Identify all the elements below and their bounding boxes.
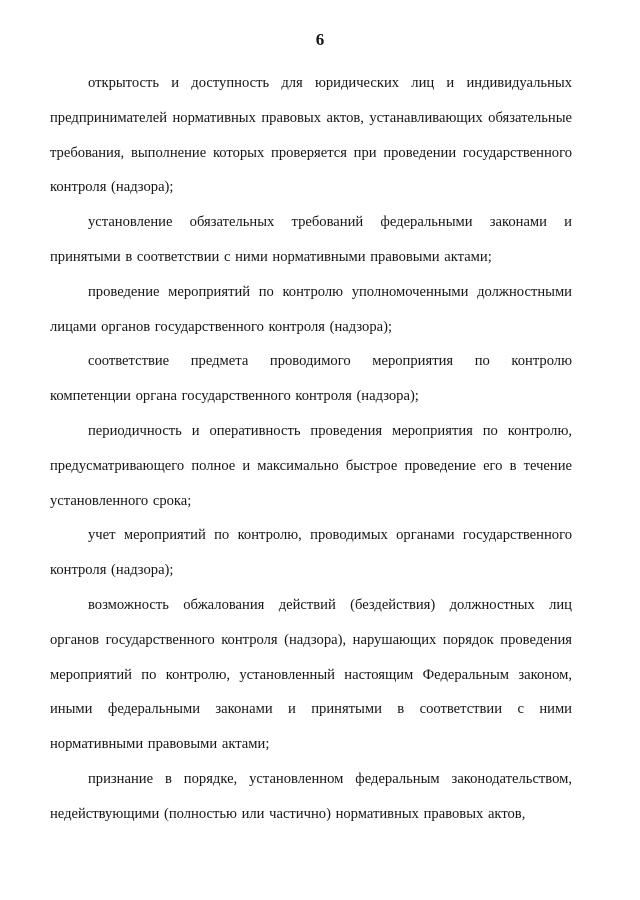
paragraph-openness: открытость и доступность для юридических лиц и индивидуальных предпринимателей нормативных правовых актов, устанавливающих обязательные требования, выполнение которых проверяется при проведении государственного контроля (надзора); xyxy=(50,75,572,196)
paragraph-periodicity: периодичность и оперативность проведения мероприятия по контролю, предусматривающего полное и максимально быстрое проведение его в течение установленного срока; xyxy=(50,422,572,509)
paragraph-accounting: учет мероприятий по контролю, проводимых органами государственного контроля (надзора); xyxy=(50,527,572,579)
paragraph-competence: соответствие предмета проводимого мероприятия по контролю компетенции органа государственного контроля (надзора); xyxy=(50,353,572,405)
paragraph-requirements: установление обязательных требований федеральными законами и принятыми в соответствии с ними нормативными правовыми актами; xyxy=(50,214,572,265)
paragraph-invalidation: признание в порядке, установленном федеральным законодательством, недействующими (полностью или частично) нормативных правовых актов, xyxy=(50,770,572,822)
page-number: 6 xyxy=(315,30,325,49)
paragraph-appeal: возможность обжалования действий (бездействия) должностных лиц органов государственного контроля (надзора), нарушающих порядок проведения мероприятий по контролю, установленный настоящим Федеральным законом, иными федеральными законами и принятыми в соответствии с ними нормативными правовыми актами; xyxy=(50,596,572,753)
paragraph-authorized-officials: проведение мероприятий по контролю уполномоченными должностными лицами органов государственного контроля (надзора); xyxy=(50,283,572,335)
document-body xyxy=(50,66,572,832)
